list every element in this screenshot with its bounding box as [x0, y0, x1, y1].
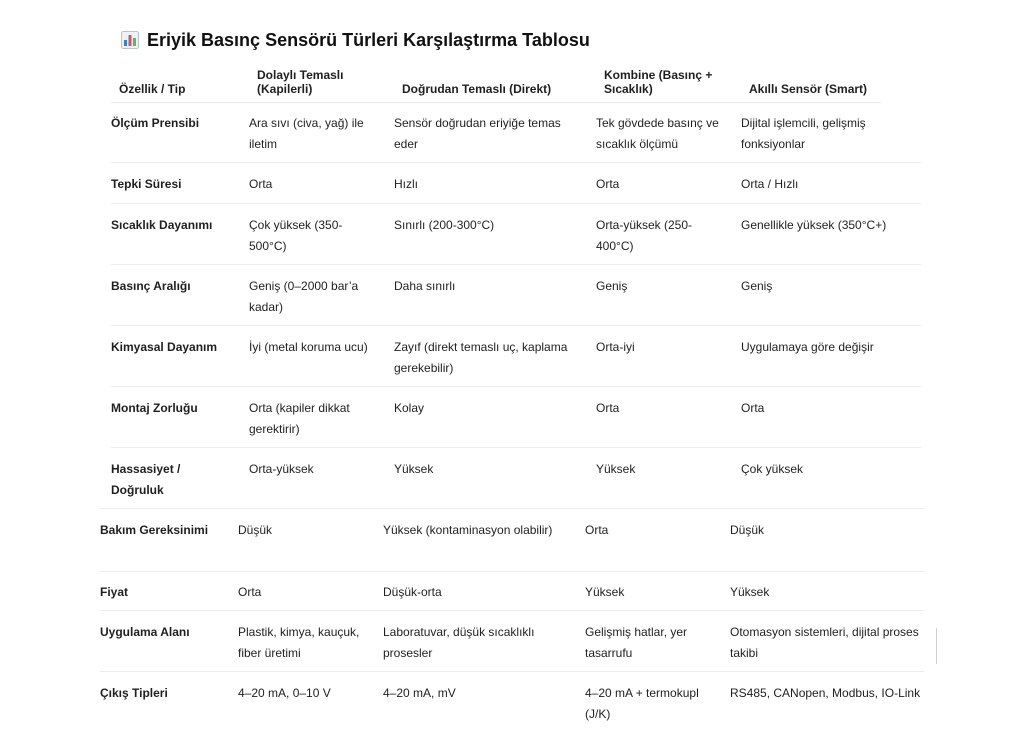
table-cell: Çok yüksek (350-500°C) — [249, 218, 343, 253]
table-cell: Orta — [238, 585, 262, 599]
table-cell: Geniş — [741, 279, 773, 293]
table-cell: Orta-yüksek — [249, 462, 314, 476]
table-cell: Tek gövdede basınç ve sıcaklık ölçümü — [596, 116, 719, 151]
table-cell: Yüksek — [585, 585, 625, 599]
page-title-text: Eriyik Basınç Sensörü Türleri Karşılaştırma Tablosu — [147, 29, 590, 50]
table-row — [100, 611, 924, 672]
table-row — [111, 326, 921, 387]
table-cell: Orta — [585, 523, 609, 537]
table-cell: Yüksek — [596, 462, 636, 476]
row-label: Çıkış Tipleri — [100, 686, 168, 700]
table-cell: Otomasyon sistemleri, dijital proses takibi — [730, 625, 919, 660]
table-cell: Yüksek — [730, 585, 770, 599]
row-label: Basınç Aralığı — [111, 279, 191, 293]
table-row — [111, 204, 921, 265]
row-label: Uygulama Alanı — [100, 625, 190, 639]
table-cell: Plastik, kimya, kauçuk, fiber üretimi — [238, 625, 360, 660]
bar-chart-icon — [121, 31, 139, 49]
table-cell: Yüksek — [394, 462, 434, 476]
row-label: Kimyasal Dayanım — [111, 340, 218, 354]
table-cell: Genellikle yüksek (350°C+) — [741, 218, 887, 232]
column-header-feature: Özellik / Tip — [119, 82, 186, 96]
table-header — [111, 66, 881, 103]
table-cell: Sınırlı (200-300°C) — [394, 218, 495, 232]
row-label: Hassasiyet / Doğruluk — [111, 462, 181, 497]
table-cell: Orta / Hızlı — [741, 177, 799, 191]
scrollbar[interactable] — [936, 628, 937, 664]
table-cell: 4–20 mA + termokupl (J/K) — [585, 686, 699, 721]
column-header-indirect: Dolaylı Temaslı (Kapilerli) — [257, 68, 344, 96]
column-header-direct: Doğrudan Temaslı (Direkt) — [402, 82, 552, 96]
table-cell: Dijital işlemcili, gelişmiş fonksiyonlar — [741, 116, 866, 151]
table-cell: Orta — [596, 401, 620, 415]
table-cell: İyi (metal koruma ucu) — [249, 340, 368, 354]
table-cell: Gelişmiş hatlar, yer tasarrufu — [585, 625, 688, 660]
table-cell: Orta-iyi — [596, 340, 635, 354]
table-cell: Düşük-orta — [383, 585, 442, 599]
table-row — [100, 672, 924, 734]
table-cell: Orta (kapiler dikkat gerektirir) — [249, 401, 350, 436]
table-row — [100, 508, 924, 572]
table-cell: Düşük — [730, 523, 765, 537]
table-cell: Kolay — [394, 401, 425, 415]
row-label: Montaj Zorluğu — [111, 401, 198, 415]
table-cell: Orta — [249, 177, 273, 191]
table-cell: Geniş (0–2000 bar’a kadar) — [249, 279, 359, 314]
table-row — [100, 571, 924, 611]
table-cell: Orta-yüksek (250-400°C) — [596, 218, 693, 253]
column-header-smart: Akıllı Sensör (Smart) — [749, 82, 868, 96]
column-header-combined: Kombine (Basınç + Sıcaklık) — [604, 68, 713, 96]
table-cell: Uygulamaya göre değişir — [741, 340, 874, 354]
row-label: Fiyat — [100, 585, 129, 599]
row-label: Tepki Süresi — [111, 177, 182, 191]
table-cell: Hızlı — [394, 177, 418, 191]
row-label: Sıcaklık Dayanımı — [111, 218, 213, 232]
table-cell: 4–20 mA, 0–10 V — [238, 686, 331, 700]
table-cell: Laboratuvar, düşük sıcaklıklı prosesler — [383, 625, 535, 660]
table-row — [111, 102, 921, 163]
table-row — [111, 387, 921, 448]
page-title — [121, 28, 590, 52]
table-cell: RS485, CANopen, Modbus, IO-Link — [730, 686, 921, 700]
table-cell: Geniş — [596, 279, 628, 293]
table-cell: Orta — [741, 401, 765, 415]
table-row — [111, 448, 921, 508]
table-row — [111, 265, 921, 326]
table-cell: Düşük — [238, 523, 273, 537]
table-cell: Daha sınırlı — [394, 279, 456, 293]
row-label: Bakım Gereksinimi — [100, 523, 209, 537]
table-cell: Ara sıvı (civa, yağ) ile iletim — [249, 116, 364, 151]
table-cell: 4–20 mA, mV — [383, 686, 456, 700]
table-row — [111, 163, 921, 204]
table-cell: Yüksek (kontaminasyon olabilir) — [383, 523, 553, 537]
table-cell: Orta — [596, 177, 620, 191]
row-label: Ölçüm Prensibi — [111, 116, 200, 130]
table-cell: Sensör doğrudan eriyiğe temas eder — [394, 116, 561, 151]
table-cell: Zayıf (direkt temaslı uç, kaplama gerekebilir) — [394, 340, 568, 375]
table-cell: Çok yüksek — [741, 462, 804, 476]
